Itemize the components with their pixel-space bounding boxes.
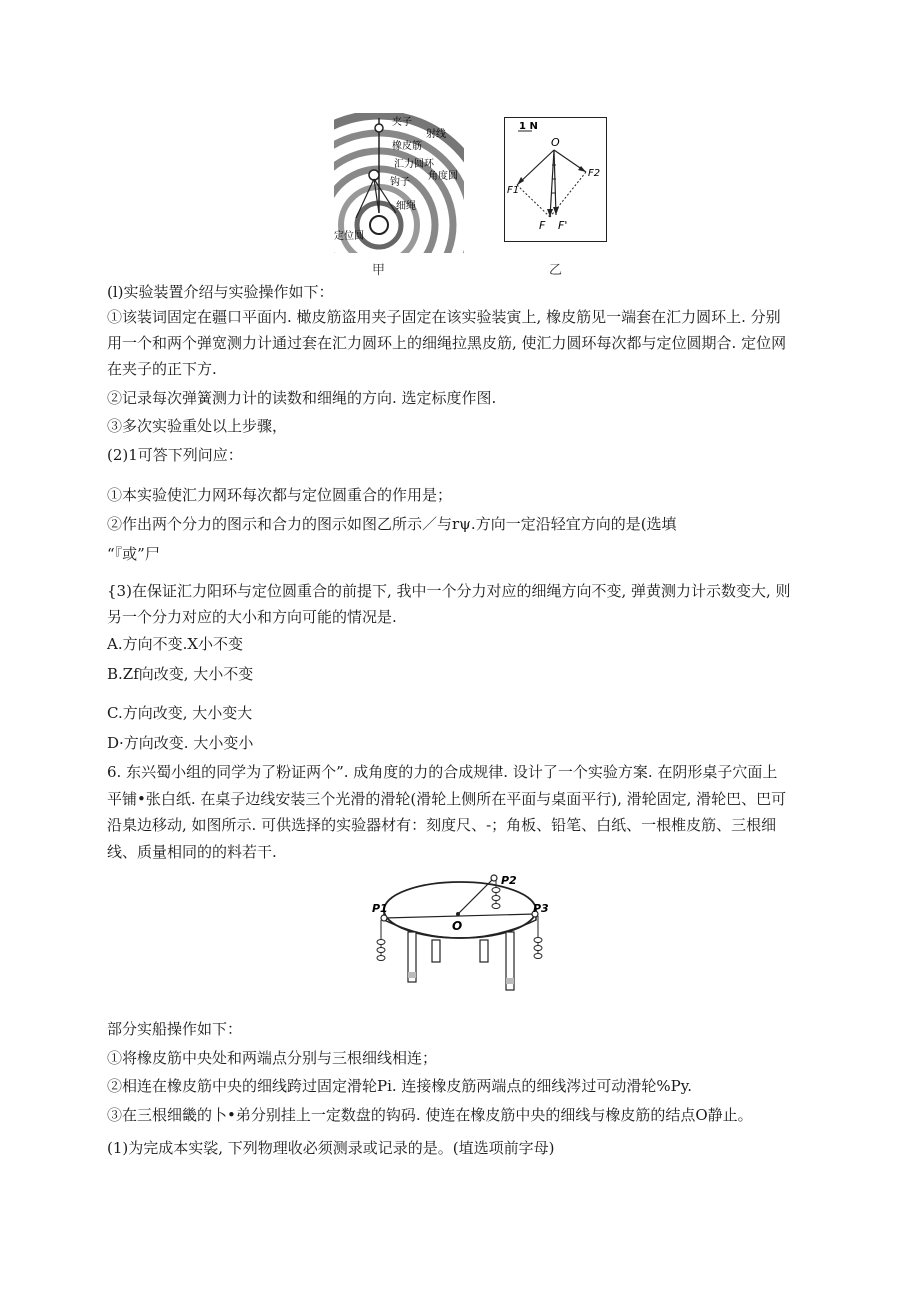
text-line-25: (1)为完成本实裟, 下列物理收必须测录或记录的是。(埴选项前字母) (107, 1139, 555, 1157)
text-line-5: ②记录每次弹簧测力计的读数和细绳的方向. 选定标度作图. (107, 389, 497, 407)
caption-b: 乙 (549, 263, 563, 278)
label-rubber: 橡皮筋 (392, 141, 422, 152)
caption-a: 甲 (372, 263, 386, 278)
option-b: B.Zf向改变, 大小不变 (107, 665, 254, 683)
label-f2: F2 (588, 168, 601, 179)
label-f1: F1 (507, 185, 520, 196)
label-o: O (452, 919, 463, 933)
label-hook: 钩子 (390, 177, 410, 188)
text-line-11: {3)在保证汇力阳环与定位圆重合的前提下, 我中一个分力对应的细绳方向不变, 弹黄测力计示数变大, 则 (107, 582, 791, 600)
option-c: C.方向改变, 大小变大 (107, 704, 253, 722)
text-line-2: ①该装词固定在疆口平面内. 橄皮筋盗用夹子固定在该实验装寅上, 橡皮筋见一端套在汇力圆环上. 分别 (107, 308, 781, 326)
label-point-o: O (551, 136, 560, 149)
label-f-prime: F' (558, 219, 568, 232)
option-d: D·方向改变. 大小变小 (107, 734, 254, 752)
text-line-6: ③多次实验重处以上步骤， (107, 417, 288, 435)
figure-table (370, 868, 550, 1008)
label-ring: 汇力圆环 (394, 159, 434, 170)
text-line-18: 平铺•张白纸. 在桌子边线安装三个光滑的滑轮(滑轮上侧所在平面与桌面平行), 滑轮固定, 滑轮巴、巴可 (107, 790, 787, 808)
label-locate: 定位圆 (334, 231, 364, 242)
text-line-20: 线、质量相同的的料若干. (107, 843, 277, 861)
figure-apparatus (334, 113, 464, 253)
text-line-10: “『或”尸 (107, 545, 160, 563)
text-line-8: ①本实验使汇力网环每次都与定位圆重合的作用是； (107, 486, 453, 504)
text-line-21: 部分实船操作如下： (107, 1020, 243, 1038)
label-p3: P3 (533, 902, 549, 915)
text-line-3: 用一个和两个弹宽测力计通过套在汇力圆环上的细绳拉黑皮筋, 使汇力圆环每次都与定位圆期合. 定位网 (107, 334, 787, 352)
text-line-12: 另一个分力对应的大小和方向可能的情况是. (107, 608, 397, 626)
text-line-1: (l)实验装置介绍与实验操作如下： (107, 283, 334, 301)
text-line-23: ②相连在橡皮筋中央的细线跨过固定滑轮Pi. 连接橡皮筋两端点的细线涔过可动滑轮%Py. (107, 1077, 693, 1095)
text-line-19: 沿臬边移动, 如图所示. 可供选择的实验器材有：刻度尺、-；角板、铅笔、白纸、一根椎皮筋、三根细 (107, 816, 777, 834)
text-line-24: ③在三根细畿的卜•弟分别挂上一定数盘的钩码. 使连在橡皮筋中央的细线与橡皮筋的结点O静止。 (107, 1106, 753, 1124)
label-p2: P2 (501, 874, 517, 887)
label-f: F (539, 219, 546, 232)
label-thread: 射线 (426, 129, 446, 140)
label-string: 细绳 (396, 201, 416, 212)
label-scale: 1 N (519, 121, 538, 132)
text-line-4: 在夹子的正下方. (107, 360, 217, 378)
text-line-17: 6. 东兴蜀小组的同学为了粉证两个”. 成角度的力的合成规律. 设计了一个实验方案. 在阴形桌子穴面上 (107, 763, 778, 781)
label-angle: 角度圆 (428, 171, 458, 182)
option-a: A.方向不变.X小不变 (107, 635, 244, 653)
text-line-22: ①将橡皮筋中央处和两端点分别与三根细线相连； (107, 1049, 438, 1067)
figure-force-diagram (504, 117, 607, 242)
label-p1: P1 (372, 902, 388, 915)
label-clip: 夹子 (392, 117, 412, 128)
text-line-7: (2)1可答下列问应： (107, 446, 243, 464)
text-line-9: ②作出两个分力的图示和合力的图示如图乙所示／与rψ.方向一定沿轻宜方向的是(选填 (107, 515, 677, 533)
